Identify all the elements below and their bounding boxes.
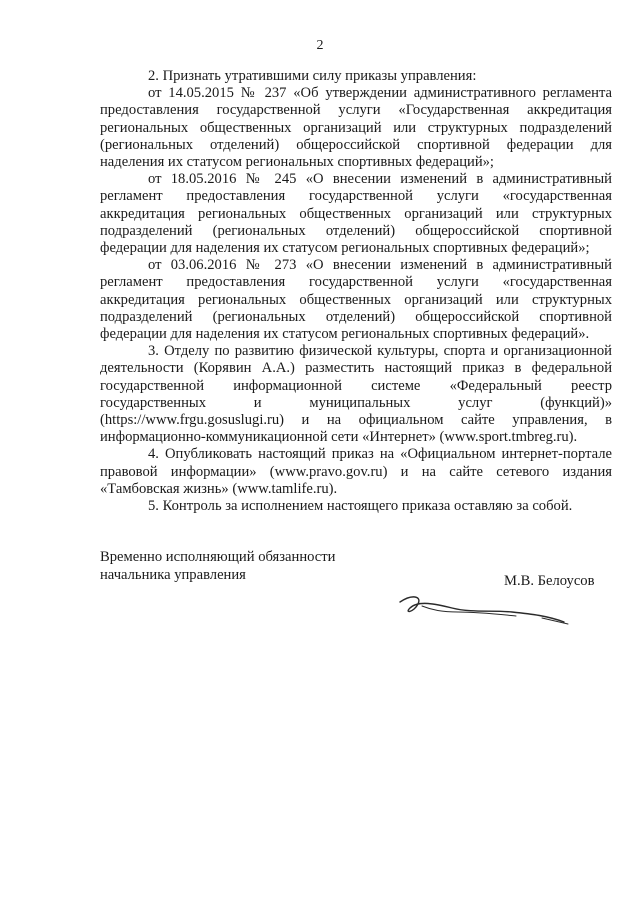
paragraph-item-2: 2. Признать утратившими силу приказы управления: xyxy=(148,68,477,84)
signatory-position-line-1: Временно исполняющий обязанности xyxy=(100,549,336,565)
handwritten-signature xyxy=(392,588,572,628)
signatory-name: М.В. Белоусов xyxy=(504,573,595,589)
signature-block xyxy=(100,548,612,589)
paragraph-order-237: от 14.05.2015 № 237 «Об утверждении административного регламента предоставления государственной услуги «Государственная аккредитация региональных общественных организаций или структурных подразделений (региональных отделений) общероссийской спортивной федерации для наделения их статусом региональных спортивных федераций»; xyxy=(100,85,612,171)
document-body xyxy=(100,68,612,515)
paragraph-item-4: 4. Опубликовать настоящий приказ на «Официальном интернет-портале правовой информации» (www.pravo.gov.ru) и на сайте сетевого издания «Тамбовская жизнь» (www.tamlife.ru). xyxy=(100,446,612,497)
paragraph-order-245: от 18.05.2016 № 245 «О внесении изменений в административный регламент предоставления государственной услуги «государственная аккредитация региональных общественных организаций или структурных подразделений (региональных отделений) общероссийской спортивной федерации для наделения их статусом региональных спортивных федераций»; xyxy=(100,171,612,257)
paragraph-order-273: от 03.06.2016 № 273 «О внесении изменений в административный регламент предоставления государственной услуги «государственная аккредитация региональных общественных организаций или структурных подразделений (региональных отделений) общероссийской спортивной федерации для наделения их статусом региональных спортивных федераций». xyxy=(100,257,612,343)
signatory-position-line-2: начальника управления xyxy=(100,567,246,583)
paragraph-item-3: 3. Отделу по развитию физической культуры, спорта и организационной деятельности (Корявин А.А.) разместить настоящий приказ в федеральной государственной информационной системе «Федеральный реестр государственных и муниципальных услуг (функций)» (https://www.frgu.gosuslugi.ru) и на официальном сайте управления, в информационно-коммуникационной сети «Интернет» (www.sport.tmbreg.ru). xyxy=(100,343,612,446)
paragraph-item-5: 5. Контроль за исполнением настоящего приказа оставляю за собой. xyxy=(148,498,573,515)
page-number: 2 xyxy=(316,38,324,53)
